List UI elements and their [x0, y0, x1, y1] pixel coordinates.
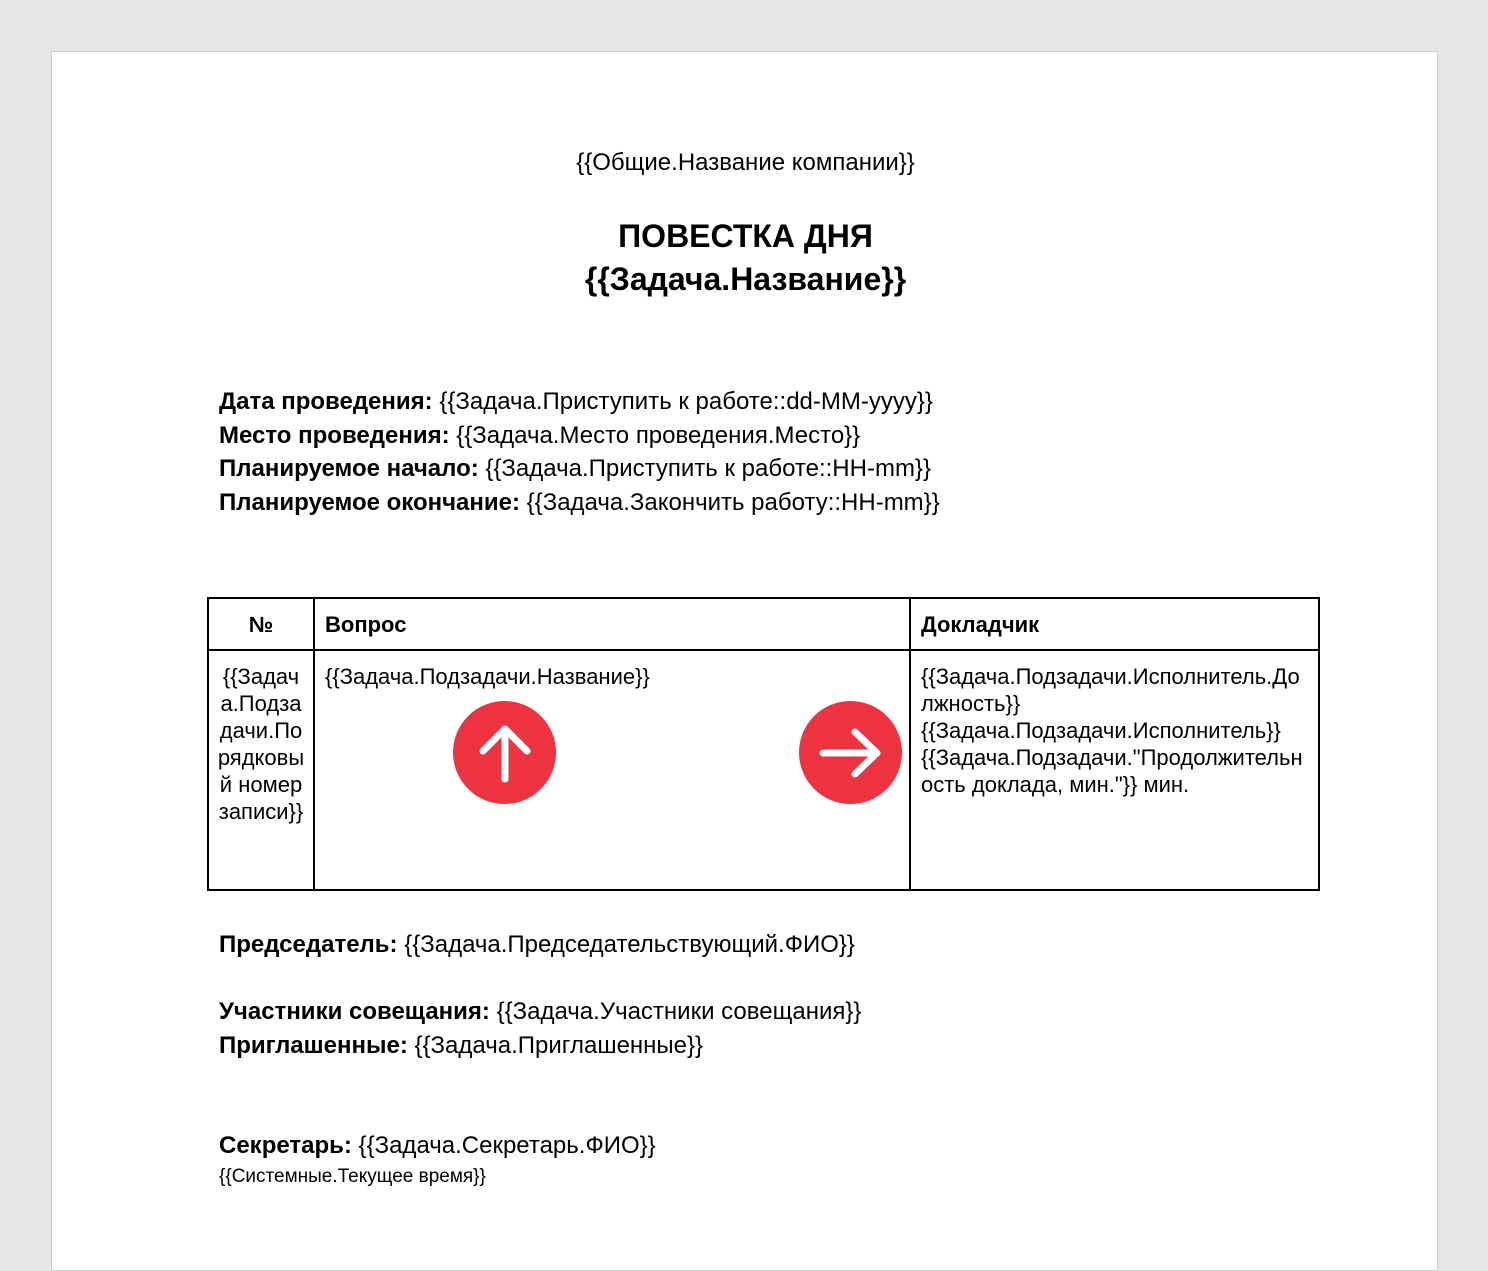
field-date: [219, 385, 940, 419]
speaker-position: {{Задача.Подзадачи.Исполнитель.Должность}}: [921, 664, 1300, 716]
field-place-label: Место проведения:: [219, 421, 450, 449]
row-question-cell: [314, 650, 910, 890]
row-speaker-cell: [910, 650, 1319, 890]
participants-line: [219, 995, 861, 1029]
row-number-cell: {{Задача.Подзадачи.Порядковый номер записи}}: [208, 650, 314, 890]
field-end-label: Планируемое окончание:: [219, 488, 520, 516]
title-line-agenda: ПОВЕСТКА ДНЯ: [618, 218, 873, 254]
field-start-value: {{Задача.Приступить к работе::HH-mm}}: [478, 455, 931, 482]
header-question: Вопрос: [314, 598, 910, 650]
speaker-duration: {{Задача.Подзадачи."Продолжительность доклада, мин."}} мин.: [921, 745, 1303, 797]
current-time-placeholder: {{Системные.Текущее время}}: [219, 1166, 486, 1187]
title-line-task-name: {{Задача.Название}}: [584, 261, 907, 297]
participants-block: [219, 995, 861, 1062]
header-speaker: Докладчик: [910, 598, 1319, 650]
participants-value: {{Задача.Участники совещания}}: [489, 998, 862, 1025]
field-place-value: {{Задача.Место проведения.Место}}: [449, 421, 861, 449]
arrow-right-icon: [819, 728, 883, 778]
participants-label: Участники совещания:: [219, 998, 490, 1025]
secretary-value: {{Задача.Секретарь.ФИО}}: [351, 1132, 656, 1159]
field-start-label: Планируемое начало:: [219, 455, 479, 482]
chairman-label: Председатель:: [219, 931, 398, 958]
table-row: [208, 650, 1319, 890]
field-date-value: {{Задача.Приступить к работе::dd-MM-yyyy}}: [432, 388, 933, 415]
speaker-name: {{Задача.Подзадачи.Исполнитель}}: [921, 718, 1281, 743]
chairman-line: [219, 928, 855, 962]
move-up-button[interactable]: [453, 701, 556, 804]
arrow-up-icon: [478, 723, 532, 783]
field-place: [219, 419, 940, 453]
field-date-label: Дата проведения:: [219, 388, 433, 415]
field-end-value: {{Задача.Закончить работу::HH-mm}}: [520, 488, 940, 516]
document-title: [52, 215, 1439, 301]
secretary-line: [219, 1129, 656, 1163]
company-name: {{Общие.Название компании}}: [576, 149, 915, 176]
row-question-text: {{Задача.Подзадачи.Название}}: [325, 664, 650, 689]
move-right-button[interactable]: [799, 701, 902, 804]
field-end: [219, 486, 940, 520]
secretary-label: Секретарь:: [219, 1132, 352, 1159]
meeting-details: [219, 385, 940, 519]
chairman-value: {{Задача.Председательствующий.ФИО}}: [397, 931, 855, 958]
table-header-row: [208, 598, 1319, 650]
agenda-table: [207, 597, 1320, 891]
field-start: [219, 452, 940, 486]
invited-value: {{Задача.Приглашенные}}: [407, 1031, 704, 1059]
header-number: №: [208, 598, 314, 650]
invited-line: [219, 1029, 861, 1063]
document-page: [51, 51, 1438, 1271]
invited-label: Приглашенные:: [219, 1031, 408, 1059]
